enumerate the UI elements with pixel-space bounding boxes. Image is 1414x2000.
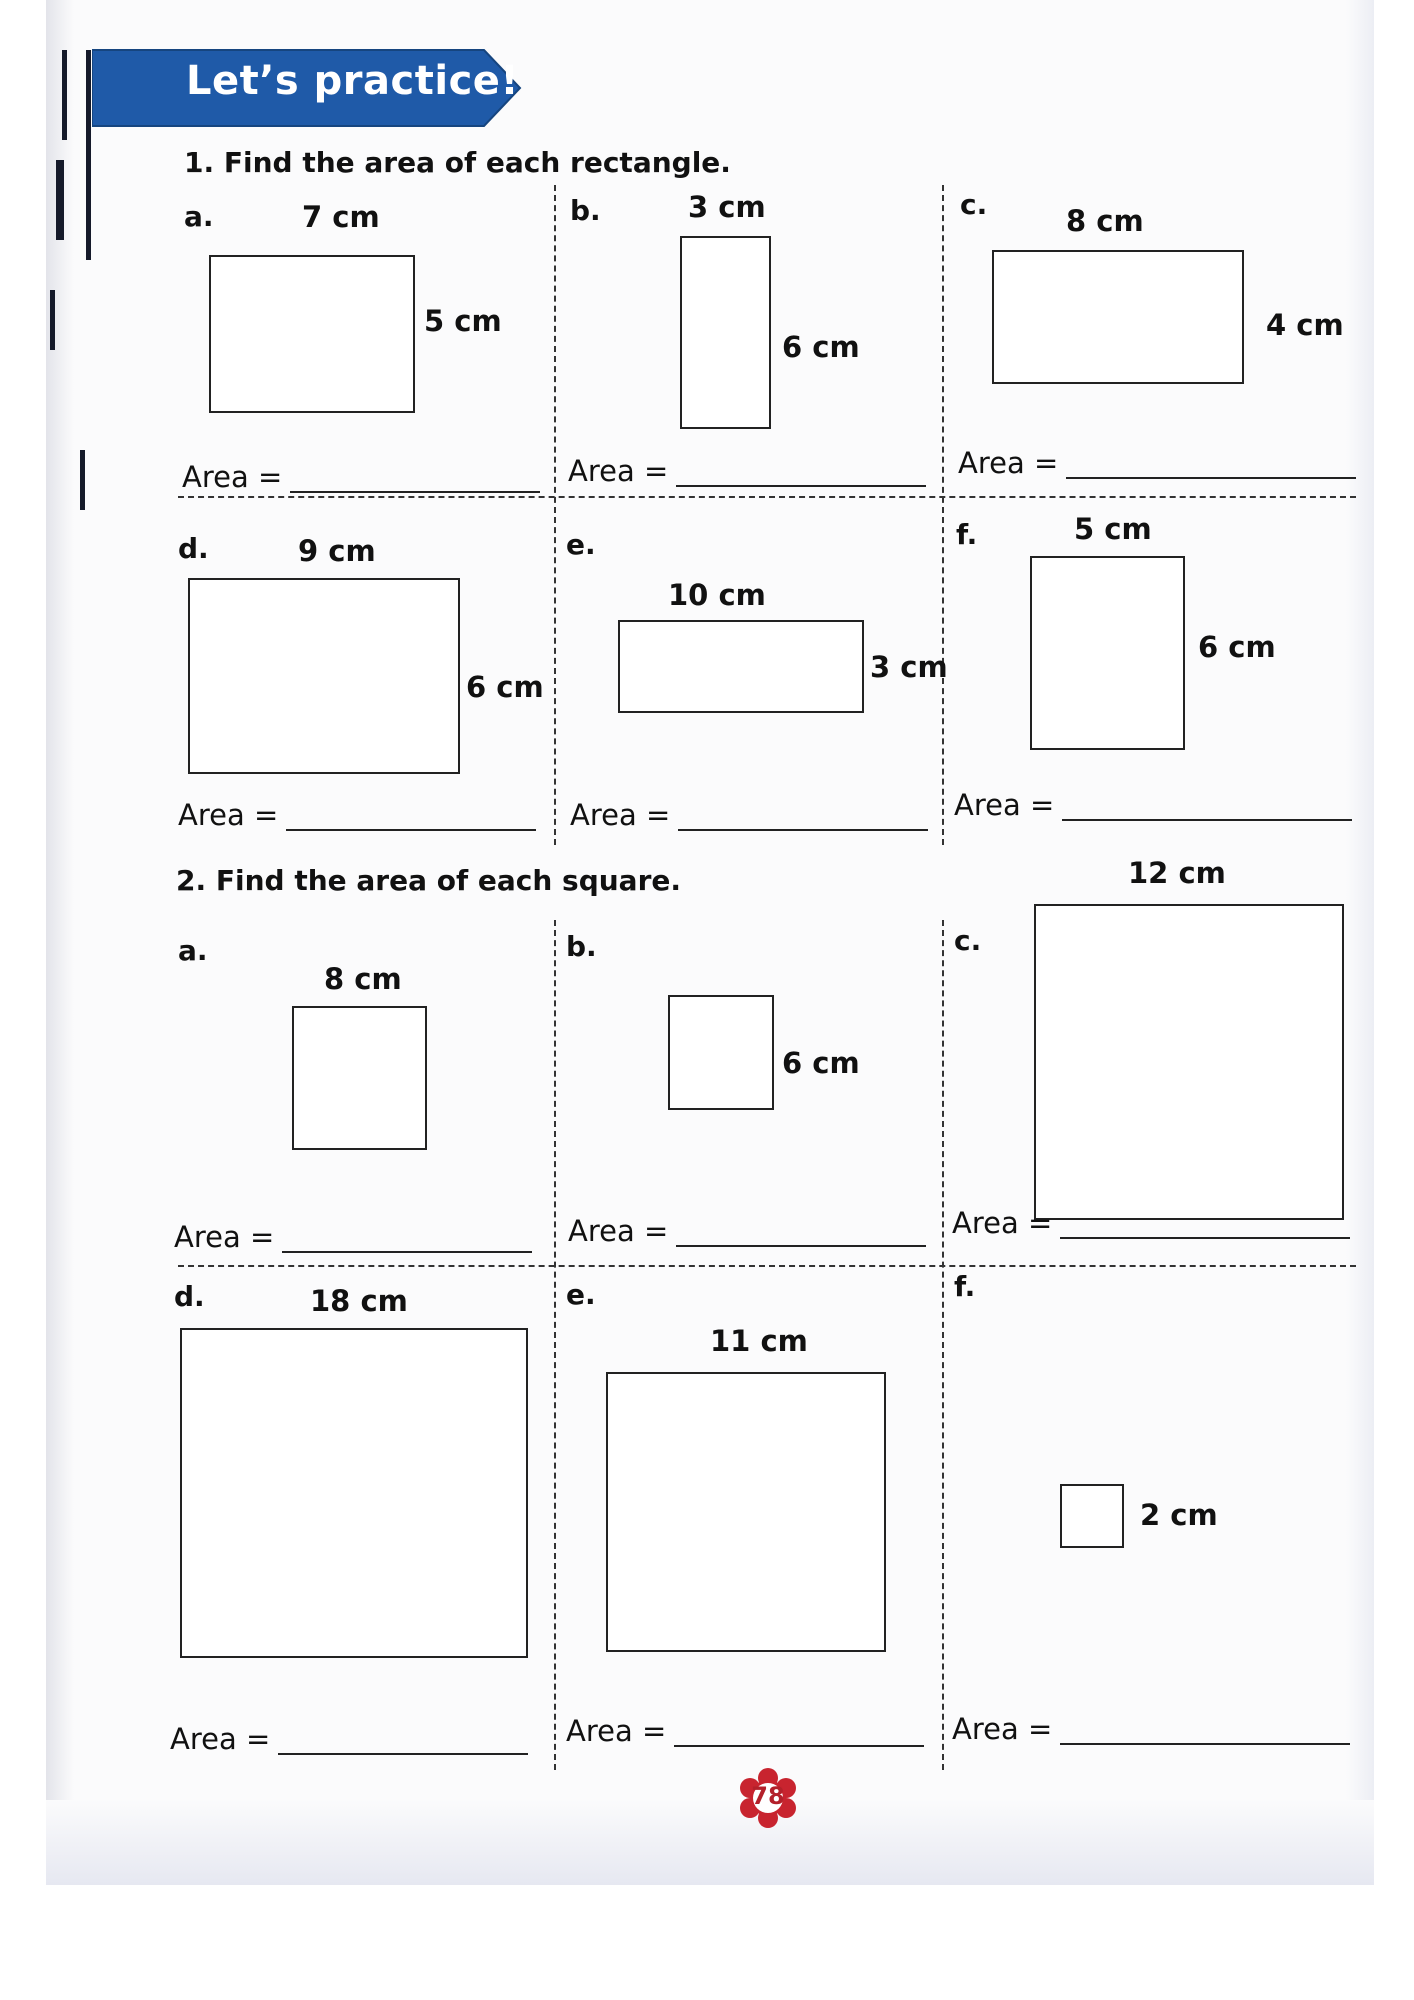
item-letter: a. — [184, 200, 214, 233]
rect-width-label: 10 cm — [668, 578, 766, 612]
rect-width-label: 3 cm — [688, 190, 766, 224]
page-number: 78 — [751, 1782, 785, 1810]
item-letter: f. — [954, 1270, 976, 1303]
section1-heading: 1. Find the area of each rectangle. — [184, 146, 731, 179]
area-answer — [182, 460, 540, 494]
rectangle-shape — [209, 255, 415, 413]
square-side-label: 12 cm — [1128, 856, 1226, 890]
item-letter: c. — [954, 924, 982, 957]
square-side-label: 11 cm — [710, 1324, 808, 1358]
square-side-label: 18 cm — [310, 1284, 408, 1318]
area-answer — [566, 1714, 924, 1748]
item-letter: b. — [570, 194, 601, 227]
area-answer — [568, 454, 926, 488]
area-label: Area = — [182, 460, 283, 494]
column-divider — [942, 920, 944, 1770]
rect-width-label: 5 cm — [1074, 512, 1152, 546]
square-shape — [180, 1328, 528, 1658]
square-shape — [292, 1006, 427, 1150]
page-right-shade — [1346, 0, 1374, 1885]
page-bottom-shade — [46, 1800, 1374, 1885]
area-label: Area = — [568, 454, 669, 488]
area-label: Area = — [568, 1214, 669, 1248]
answer-blank[interactable] — [678, 828, 928, 831]
answer-blank[interactable] — [290, 490, 540, 493]
binder-mark — [80, 450, 85, 510]
answer-blank[interactable] — [278, 1752, 528, 1755]
rect-height-label: 5 cm — [424, 304, 502, 338]
rectangle-shape — [188, 578, 460, 774]
item-letter: a. — [178, 934, 208, 967]
rectangle-shape — [992, 250, 1244, 384]
area-label: Area = — [958, 446, 1059, 480]
area-answer — [952, 1206, 1350, 1240]
answer-blank[interactable] — [286, 828, 536, 831]
area-answer — [170, 1722, 528, 1756]
binder-mark — [56, 160, 64, 240]
answer-blank[interactable] — [674, 1744, 924, 1747]
binder-mark — [50, 290, 55, 350]
area-label: Area = — [954, 788, 1055, 822]
rect-height-label: 6 cm — [466, 670, 544, 704]
row-divider — [178, 1265, 1356, 1267]
area-label: Area = — [174, 1220, 275, 1254]
square-shape — [1034, 904, 1344, 1220]
rect-height-label: 6 cm — [1198, 630, 1276, 664]
answer-blank[interactable] — [282, 1250, 532, 1253]
rect-width-label: 7 cm — [302, 200, 380, 234]
area-label: Area = — [570, 798, 671, 832]
answer-blank[interactable] — [1062, 818, 1352, 821]
square-shape — [1060, 1484, 1124, 1548]
area-answer — [958, 446, 1356, 480]
column-divider — [942, 185, 944, 845]
rectangle-shape — [680, 236, 771, 429]
answer-blank[interactable] — [1060, 1236, 1350, 1239]
rectangle-shape — [618, 620, 864, 713]
area-label: Area = — [170, 1722, 271, 1756]
rect-height-label: 6 cm — [782, 330, 860, 364]
lets-practice-banner — [92, 48, 522, 128]
page-edge-shadow — [46, 0, 74, 1885]
rect-width-label: 9 cm — [298, 534, 376, 568]
area-answer — [174, 1220, 532, 1254]
square-shape — [668, 995, 774, 1110]
item-letter: d. — [178, 532, 209, 565]
section2-heading: 2. Find the area of each square. — [176, 864, 682, 897]
answer-blank[interactable] — [1066, 476, 1356, 479]
square-side-label: 2 cm — [1140, 1498, 1218, 1532]
item-letter: b. — [566, 930, 597, 963]
answer-blank[interactable] — [1060, 1742, 1350, 1745]
item-letter: e. — [566, 1278, 596, 1311]
rectangle-shape — [1030, 556, 1185, 750]
square-side-label: 6 cm — [782, 1046, 860, 1080]
area-answer — [954, 788, 1352, 822]
item-letter: d. — [174, 1280, 205, 1313]
square-side-label: 8 cm — [324, 962, 402, 996]
rect-width-label: 8 cm — [1066, 204, 1144, 238]
answer-blank[interactable] — [676, 1244, 926, 1247]
area-answer — [568, 1214, 926, 1248]
square-shape — [606, 1372, 886, 1652]
area-label: Area = — [178, 798, 279, 832]
area-label: Area = — [566, 1714, 667, 1748]
answer-blank[interactable] — [676, 484, 926, 487]
column-divider — [554, 920, 556, 1770]
binder-mark — [86, 50, 91, 260]
area-answer — [178, 798, 536, 832]
item-letter: f. — [956, 518, 978, 551]
rect-height-label: 3 cm — [870, 650, 948, 684]
area-answer — [570, 798, 928, 832]
column-divider — [554, 185, 556, 845]
binder-mark — [62, 50, 67, 140]
item-letter: c. — [960, 188, 988, 221]
rect-height-label: 4 cm — [1266, 308, 1344, 342]
area-answer — [952, 1712, 1350, 1746]
banner-title: Let’s practice! — [186, 58, 520, 104]
area-label: Area = — [952, 1712, 1053, 1746]
area-label: Area = — [952, 1206, 1053, 1240]
row-divider — [178, 496, 1356, 498]
item-letter: e. — [566, 528, 596, 561]
